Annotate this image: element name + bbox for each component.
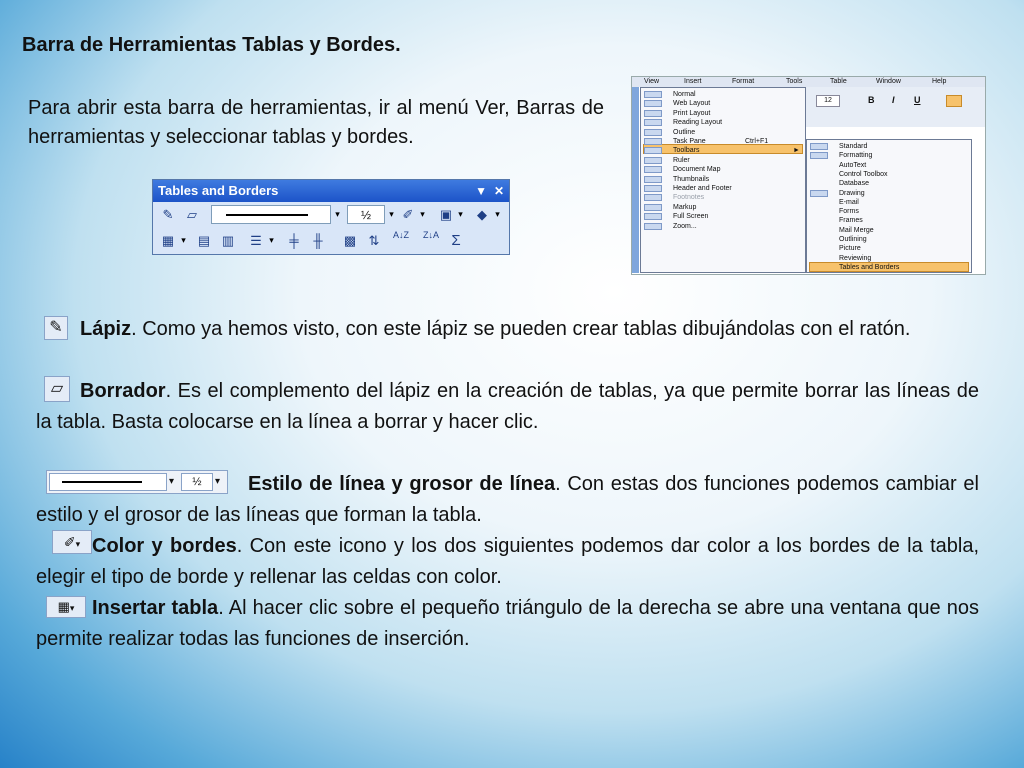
border-color-dropdown-icon[interactable]: ▾ xyxy=(420,209,425,219)
pencil-icon: ✎ xyxy=(44,316,68,340)
view-menu-item[interactable]: Web Layout xyxy=(673,100,711,108)
intro-text: Para abrir esta barra de herramientas, ir al menú Ver, Barras de herramientas y seleccionar tablas y bordes. xyxy=(28,97,604,148)
bullet-insert-table-text: . Al hacer clic sobre el pequeño triángulo de la derecha se abre una ventana que nos permite realizar todas las funciones de inserción. xyxy=(36,597,979,650)
bullet-pencil-title: Lápiz xyxy=(80,318,132,340)
shading-color-icon[interactable]: ◆ xyxy=(477,207,487,222)
italic-button[interactable]: I xyxy=(892,95,895,105)
insert-table-dropdown-icon[interactable]: ▾ xyxy=(181,235,186,245)
view-menu-item[interactable]: Print Layout xyxy=(673,109,711,117)
pencil-icon[interactable]: ✎ xyxy=(162,207,174,222)
view-menu-item[interactable]: Full Screen xyxy=(673,213,709,221)
toolbar-title-bar[interactable] xyxy=(153,180,509,202)
chevron-down-icon: ▾ xyxy=(169,476,175,487)
eraser-icon: ▱ xyxy=(44,376,70,402)
bullet-color-borders-title: Color y bordes xyxy=(92,535,237,557)
view-menu-item[interactable]: Zoom... xyxy=(673,222,697,230)
menu-format[interactable]: Format xyxy=(732,78,755,85)
view-menu-item[interactable]: Footnotes xyxy=(673,194,705,202)
underline-button[interactable]: U xyxy=(914,95,921,105)
line-weight-select: ½ xyxy=(181,473,213,491)
autosum-icon[interactable]: Σ xyxy=(451,232,461,249)
menu-table[interactable]: Table xyxy=(830,78,847,85)
line-weight-dropdown-icon[interactable]: ▾ xyxy=(389,209,394,219)
sort-ascending-icon[interactable]: A↓Z xyxy=(392,230,409,240)
menu-item-icon xyxy=(644,129,662,136)
bullet-line-style-text: . Con estas dos funciones podemos cambiar el estilo y el grosor de las líneas que forman la tabla. xyxy=(36,473,980,526)
toolbars-submenu-item[interactable]: E-mail xyxy=(839,198,859,206)
menu-item-icon xyxy=(644,110,662,117)
menu-item-icon xyxy=(644,204,662,211)
line-style-sample xyxy=(62,481,142,483)
line-style-weight-controls xyxy=(46,470,228,494)
view-menu-item[interactable]: Normal xyxy=(673,91,696,98)
toolbars-submenu-item[interactable]: Picture xyxy=(839,245,861,253)
merge-cells-icon[interactable]: ▤ xyxy=(197,233,211,248)
toolbars-submenu-item[interactable]: Outlining xyxy=(839,236,867,243)
view-menu-item[interactable]: Toolbars xyxy=(673,147,700,155)
toolbar-row-1 xyxy=(153,202,509,228)
distribute-columns-icon[interactable]: ╫ xyxy=(313,233,323,248)
text-direction-icon[interactable]: ⇅ xyxy=(368,233,380,248)
menu-item-icon xyxy=(644,194,662,201)
toolbars-submenu-item[interactable]: Mail Merge xyxy=(839,226,874,234)
chevron-down-icon: ▾ xyxy=(215,476,221,487)
menu-item-icon xyxy=(644,213,662,220)
insert-table-icon: ▦▾ xyxy=(46,596,86,618)
menu-item-icon xyxy=(644,223,662,230)
view-menu-item[interactable]: Markup xyxy=(673,203,697,211)
toolbars-submenu-item[interactable]: Drawing xyxy=(839,189,865,197)
toolbars-submenu-item[interactable]: Standard xyxy=(839,143,868,150)
bullet-color-borders-text: . Con este icono y los dos siguientes podemos dar color a los bordes de la tabla, elegir el tipo de borde y rellenar las celdas con color. xyxy=(36,535,979,588)
menu-item-icon xyxy=(644,176,662,183)
check-icon xyxy=(810,190,828,197)
toolbars-submenu-item[interactable]: Tables and Borders xyxy=(839,263,900,271)
bullet-color-borders xyxy=(36,531,979,593)
align-dropdown-icon[interactable]: ▾ xyxy=(269,235,274,245)
line-style-dropdown-icon[interactable]: ▾ xyxy=(335,209,340,219)
insert-table-icon[interactable]: ▦ xyxy=(161,233,175,248)
menu-item-icon xyxy=(644,91,662,98)
align-left-button[interactable] xyxy=(946,95,962,107)
view-menu-item[interactable]: Document Map xyxy=(673,166,721,174)
view-menu-item[interactable]: Task Pane xyxy=(673,138,706,145)
view-menu-item[interactable]: Ruler xyxy=(673,156,690,164)
menu-item-icon xyxy=(644,138,662,145)
outside-border-icon[interactable]: ▣ xyxy=(439,207,453,222)
check-icon xyxy=(810,152,828,159)
view-menu-item[interactable]: Outline xyxy=(673,128,696,136)
font-size-box[interactable]: 12 xyxy=(816,95,840,107)
formatting-toolbar-area xyxy=(806,87,985,127)
border-dropdown-icon[interactable]: ▾ xyxy=(458,209,463,219)
menu-item-icon xyxy=(644,119,662,126)
task-pane-shortcut: Ctrl+F1 xyxy=(745,138,769,145)
autoformat-icon[interactable]: ▩ xyxy=(343,233,357,248)
line-style-select[interactable] xyxy=(211,205,331,224)
menu-help[interactable]: Help xyxy=(932,78,947,85)
menu-item-icon xyxy=(644,166,662,173)
menu-bar xyxy=(632,77,985,87)
page-title: Barra de Herramientas Tablas y Bordes. xyxy=(22,34,401,56)
bullet-pencil xyxy=(36,314,979,345)
toolbars-submenu xyxy=(806,139,972,273)
toolbars-submenu-item[interactable]: Control Toolbox xyxy=(839,170,888,178)
bullet-line-style-title: Estilo de línea y grosor de línea xyxy=(248,473,556,495)
bullet-eraser-title: Borrador xyxy=(80,380,166,402)
toolbar-title: Tables and Borders xyxy=(158,183,279,198)
bullet-insert-table-title: Insertar tabla xyxy=(92,597,219,619)
line-style-select xyxy=(49,473,167,491)
line-weight-select[interactable]: ½ xyxy=(347,205,385,224)
menu-item-icon xyxy=(644,147,662,154)
submenu-arrow-icon: ► xyxy=(793,147,800,155)
toolbars-submenu-item[interactable]: Database xyxy=(839,180,869,188)
sort-descending-icon[interactable]: Z↓A xyxy=(422,230,439,240)
menu-window[interactable]: Window xyxy=(876,78,901,85)
line-style-sample xyxy=(226,214,308,216)
bullet-eraser-text: . Es el complemento del lápiz en la creación de tablas, ya que permite borrar las líneas de la tabla. Basta colocarse en la línea a borrar y hacer clic. xyxy=(36,380,979,433)
task-pane-strip xyxy=(632,87,639,273)
view-menu-item[interactable]: Thumbnails xyxy=(673,175,710,183)
tables-and-borders-toolbar xyxy=(152,179,510,255)
menu-item-icon xyxy=(644,185,662,192)
bullet-insert-table xyxy=(36,593,979,655)
toolbars-submenu-item[interactable]: Forms xyxy=(839,208,859,216)
toolbars-highlight xyxy=(643,144,803,154)
border-color-icon: ✐▾ xyxy=(52,530,92,554)
split-cells-icon[interactable]: ▥ xyxy=(221,233,235,248)
border-color-icon[interactable]: ✐ xyxy=(402,207,414,222)
bullet-pencil-text: . Como ya hemos visto, con este lápiz se pueden crear tablas dibujándolas con el ratón. xyxy=(131,318,911,340)
menu-item-icon xyxy=(644,100,662,107)
eraser-icon[interactable]: ▱ xyxy=(187,207,197,222)
toolbar-options-icon[interactable]: ▼ xyxy=(475,184,487,198)
toolbars-submenu-item[interactable]: Reviewing xyxy=(839,254,872,262)
bold-button[interactable]: B xyxy=(868,95,875,105)
distribute-rows-icon[interactable]: ╪ xyxy=(289,233,299,248)
menu-view[interactable]: View xyxy=(644,78,660,85)
menu-insert[interactable]: Insert xyxy=(684,78,702,85)
toolbars-submenu-item[interactable]: Frames xyxy=(839,217,863,225)
toolbar-row-2 xyxy=(153,228,509,254)
view-menu xyxy=(640,87,806,273)
toolbars-submenu-item[interactable]: Formatting xyxy=(839,152,873,160)
bullet-eraser xyxy=(36,376,979,438)
menu-tools[interactable]: Tools xyxy=(786,78,803,85)
check-icon xyxy=(810,143,828,150)
shading-dropdown-icon[interactable]: ▾ xyxy=(495,209,500,219)
align-icon[interactable]: ☰ xyxy=(250,233,262,248)
view-menu-item[interactable]: Header and Footer xyxy=(673,185,732,192)
close-icon[interactable]: ✕ xyxy=(493,184,504,198)
view-toolbars-menu-screenshot xyxy=(631,76,986,275)
view-menu-item[interactable]: Reading Layout xyxy=(673,119,723,127)
toolbars-submenu-item[interactable]: AutoText xyxy=(839,161,867,169)
menu-item-icon xyxy=(644,157,662,164)
